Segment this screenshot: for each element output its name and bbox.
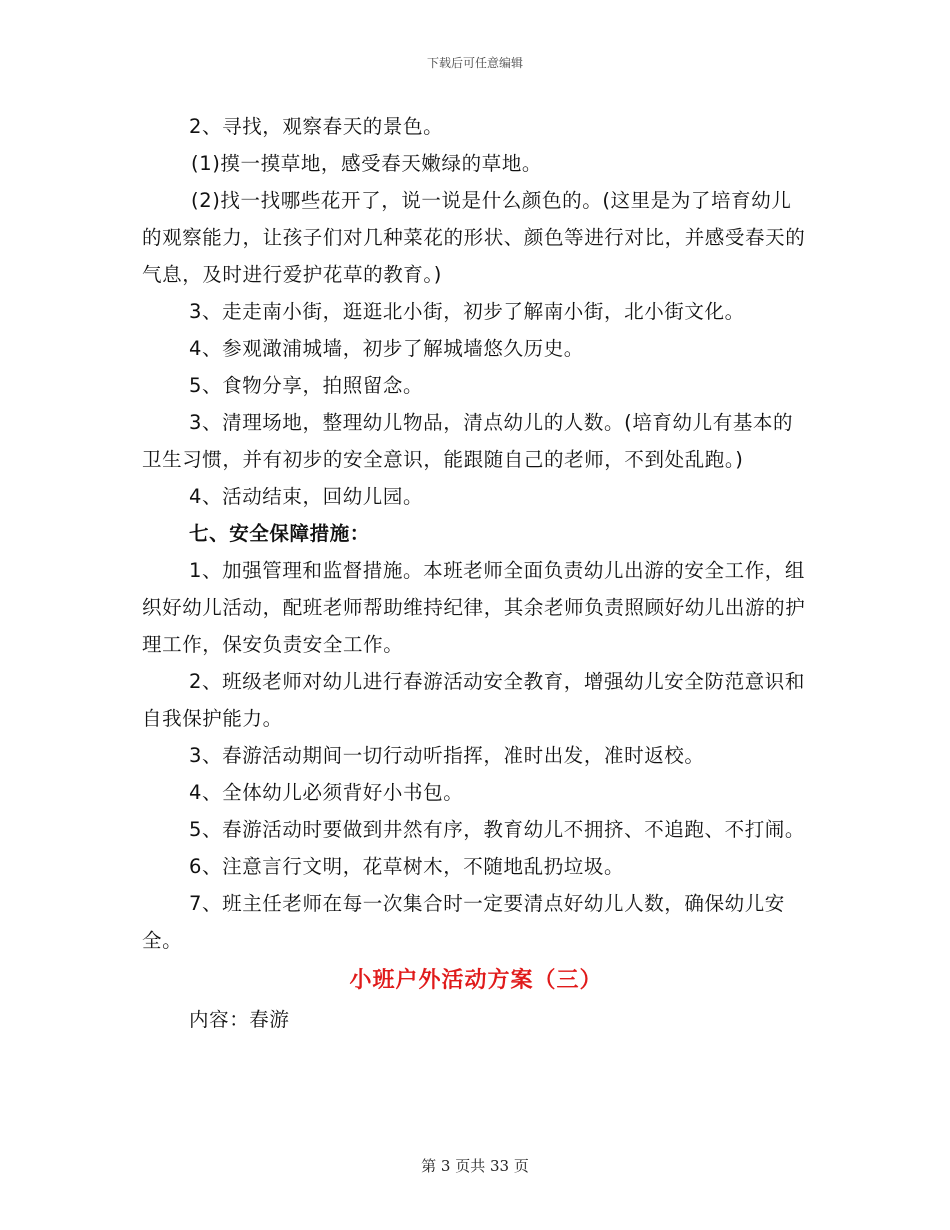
paragraph-safety-2: 2、班级老师对幼儿进行春游活动安全教育，增强幼儿安全防范意识和自我保护能力。 [142,670,806,730]
paragraph-safety-3: 3、春游活动期间一切行动听指挥，准时出发，准时返校。 [189,744,705,767]
paragraph-safety-5: 5、春游活动时要做到井然有序，教育幼儿不拥挤、不追跑、不打闹。 [189,818,806,841]
paragraph-end: 4、活动结束，回幼儿园。 [189,485,424,508]
paragraph-step-4: 4、参观澉浦城墙，初步了解城墙悠久历史。 [189,337,584,360]
paragraph-step-2: 2、寻找，观察春天的景色。 [189,115,444,138]
paragraph-cleanup: 3、清理场地，整理幼儿物品，清点幼儿的人数。(培育幼儿有基本的卫生习惯，并有初步的安全意识，能跟随自己的老师，不到处乱跑。) [142,411,794,471]
page-number: 第 3 页共 33 页 [421,1157,529,1175]
paragraph-substep-1: (1)摸一摸草地，感受春天嫩绿的草地。 [191,152,543,175]
paragraph-safety-1: 1、加强管理和监督措施。本班老师全面负责幼儿出游的安全工作，组织好幼儿活动，配班老师帮助维持纪律，其余老师负责照顾好幼儿出游的护理工作，保安负责安全工作。 [142,559,806,656]
paragraph-step-5: 5、食物分享，拍照留念。 [189,374,424,397]
header-note: 下载后可任意编辑 [426,56,523,70]
document-body [142,108,810,1038]
paragraph-substep-2: (2)找一找哪些花开了，说一说是什么颜色的。(这里是为了培育幼儿的观察能力，让孩子们对几种菜花的形状、颜色等进行对比，并感受春天的气息，及时进行爱护花草的教育。) [142,189,806,286]
paragraph-safety-7: 7、班主任老师在每一次集合时一定要清点好幼儿人数，确保幼儿安全。 [142,892,785,952]
paragraph-step-3: 3、走走南小街，逛逛北小街，初步了解南小街，北小街文化。 [189,300,745,323]
content-line: 内容：春游 [189,1008,290,1031]
section-title: 小班户外活动方案（三） [349,968,603,993]
paragraph-safety-6: 6、注意言行文明，花草树木，不随地乱扔垃圾。 [189,855,625,878]
section-heading-safety: 七、安全保障措施： [189,522,370,545]
paragraph-safety-4: 4、全体幼儿必须背好小书包。 [189,781,464,804]
